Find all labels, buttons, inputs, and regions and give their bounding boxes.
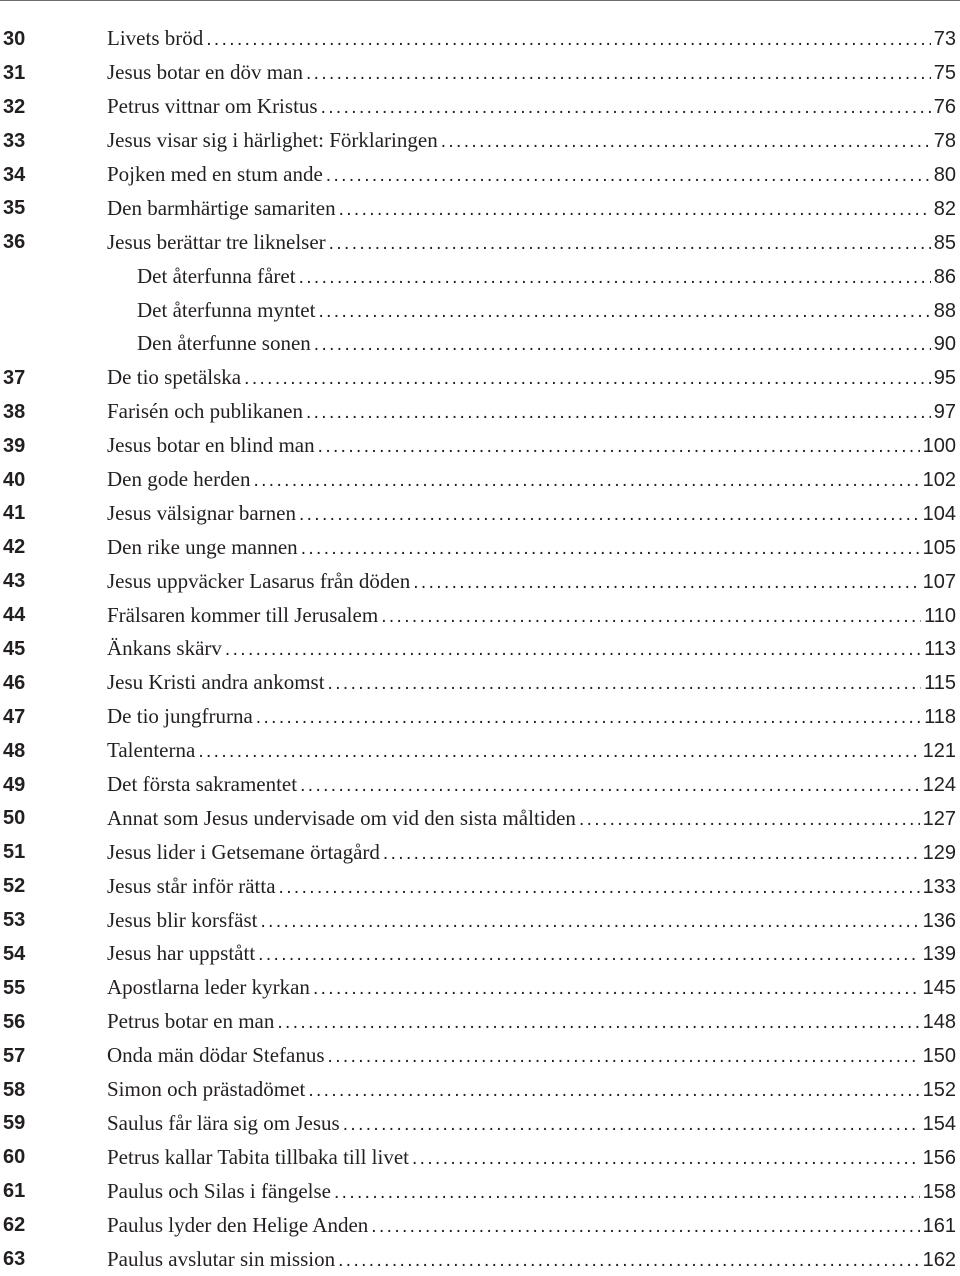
page-number: 148 bbox=[922, 1011, 956, 1034]
dot-leader bbox=[244, 369, 931, 388]
chapter-number: 50 bbox=[3, 807, 26, 830]
toc-entry[interactable] bbox=[0, 1208, 956, 1242]
chapter-number: 58 bbox=[3, 1078, 26, 1101]
page-number: 95 bbox=[933, 367, 956, 390]
subsection-title: Den återfunne sonen bbox=[137, 331, 311, 356]
page-number: 152 bbox=[922, 1079, 956, 1102]
chapter-number: 35 bbox=[3, 197, 26, 220]
toc-entry[interactable] bbox=[0, 734, 956, 768]
toc-entry[interactable] bbox=[0, 700, 956, 734]
subsection-title: Det återfunna myntet bbox=[137, 297, 316, 322]
toc-entry[interactable] bbox=[0, 395, 956, 429]
chapter-title: Jesu Kristi andra ankomst bbox=[107, 670, 325, 695]
chapter-number: 39 bbox=[3, 434, 26, 457]
page-number: 113 bbox=[924, 638, 956, 661]
toc-entry[interactable] bbox=[0, 463, 956, 497]
page-number: 107 bbox=[922, 570, 956, 593]
chapter-title: Den gode herden bbox=[107, 467, 251, 492]
dot-leader bbox=[198, 742, 919, 761]
toc-subentry[interactable] bbox=[0, 259, 956, 293]
chapter-number: 31 bbox=[3, 61, 26, 84]
toc-entry[interactable] bbox=[0, 903, 956, 937]
page-number: 150 bbox=[922, 1045, 956, 1068]
chapter-number: 56 bbox=[3, 1010, 26, 1033]
page-number: 105 bbox=[922, 536, 956, 559]
chapter-title: Jesus har uppstått bbox=[107, 941, 256, 966]
dot-leader bbox=[277, 1013, 919, 1032]
dot-leader bbox=[328, 1047, 920, 1066]
chapter-title: Saulus får lära sig om Jesus bbox=[107, 1110, 340, 1135]
dot-leader bbox=[253, 471, 919, 490]
toc-entry[interactable] bbox=[0, 530, 956, 564]
toc-subentry[interactable] bbox=[0, 293, 956, 327]
dot-leader bbox=[258, 945, 919, 964]
dot-leader bbox=[328, 674, 922, 693]
chapter-title: Paulus avslutar sin mission bbox=[107, 1246, 336, 1271]
chapter-title: Frälsaren kommer till Jerusalem bbox=[107, 602, 379, 627]
dot-leader bbox=[321, 98, 931, 117]
page-number: 110 bbox=[924, 604, 956, 627]
dot-leader bbox=[314, 335, 931, 354]
chapter-title: Pojken med en stum ande bbox=[107, 162, 323, 186]
dot-leader bbox=[300, 776, 920, 795]
toc-entry[interactable] bbox=[0, 1107, 956, 1141]
toc-entry[interactable] bbox=[0, 564, 956, 598]
toc-entry[interactable] bbox=[0, 191, 956, 225]
toc-entry[interactable] bbox=[0, 1039, 956, 1073]
chapter-number: 41 bbox=[3, 502, 26, 525]
dot-leader bbox=[413, 573, 919, 592]
chapter-number: 33 bbox=[3, 129, 26, 152]
page-number: 76 bbox=[933, 96, 956, 119]
page-number: 158 bbox=[922, 1180, 956, 1203]
dot-leader bbox=[301, 539, 920, 558]
toc-subentry[interactable] bbox=[0, 327, 956, 361]
chapter-title: Jesus välsignar barnen bbox=[107, 500, 296, 525]
page-number: 118 bbox=[924, 706, 956, 729]
chapter-number: 52 bbox=[3, 875, 26, 898]
dot-leader bbox=[308, 1081, 919, 1100]
toc-entry[interactable] bbox=[0, 56, 956, 90]
chapter-title: Jesus botar en döv man bbox=[107, 60, 303, 85]
dot-leader bbox=[225, 640, 921, 659]
chapter-number: 40 bbox=[3, 468, 26, 491]
dot-leader bbox=[279, 878, 920, 897]
chapter-number: 30 bbox=[3, 27, 26, 50]
dot-leader bbox=[326, 166, 931, 185]
toc-entry[interactable] bbox=[0, 632, 956, 666]
chapter-title: Jesus lider i Getsemane örtagård bbox=[107, 839, 380, 864]
chapter-title: Jesus blir korsfäst bbox=[107, 907, 258, 932]
chapter-number: 34 bbox=[3, 163, 26, 186]
chapter-title: Paulus och Silas i fängelse bbox=[107, 1178, 331, 1203]
table-of-contents bbox=[0, 22, 956, 1276]
dot-leader bbox=[343, 1115, 920, 1134]
dot-leader bbox=[299, 268, 931, 287]
chapter-number: 38 bbox=[3, 400, 26, 423]
chapter-number: 51 bbox=[3, 841, 26, 864]
chapter-number: 36 bbox=[3, 231, 26, 254]
page-number: 82 bbox=[933, 197, 956, 220]
chapter-number: 63 bbox=[3, 1248, 26, 1270]
chapter-title: De tio jungfrurna bbox=[107, 704, 253, 729]
toc-entry[interactable] bbox=[0, 1174, 956, 1208]
chapter-title: Annat som Jesus undervisade om vid den sista måltiden bbox=[107, 805, 576, 830]
page-number: 136 bbox=[922, 909, 956, 932]
chapter-number: 53 bbox=[3, 909, 26, 932]
chapter-number: 42 bbox=[3, 536, 26, 559]
page-number: 80 bbox=[933, 164, 956, 186]
subsection-title: Det återfunna fåret bbox=[137, 263, 296, 288]
page-number: 86 bbox=[933, 265, 956, 288]
dot-leader bbox=[441, 132, 931, 151]
page-number: 162 bbox=[922, 1248, 956, 1271]
chapter-number: 44 bbox=[3, 604, 26, 627]
toc-entry[interactable] bbox=[0, 90, 956, 124]
page-number: 154 bbox=[922, 1112, 956, 1135]
dot-leader bbox=[306, 64, 931, 83]
dot-leader bbox=[381, 607, 921, 626]
chapter-number: 49 bbox=[3, 773, 26, 796]
toc-entry[interactable] bbox=[0, 1140, 956, 1174]
chapter-number: 59 bbox=[3, 1112, 26, 1135]
toc-entry[interactable] bbox=[0, 429, 956, 463]
page-number: 133 bbox=[922, 875, 956, 898]
chapter-title: Jesus står inför rätta bbox=[107, 873, 276, 898]
chapter-number: 37 bbox=[3, 366, 26, 389]
dot-leader bbox=[318, 437, 920, 456]
page-number: 115 bbox=[924, 672, 956, 695]
toc-entry[interactable] bbox=[0, 158, 956, 192]
chapter-number: 60 bbox=[3, 1146, 26, 1169]
chapter-title: Jesus uppväcker Lasarus från döden bbox=[107, 568, 411, 593]
dot-leader bbox=[371, 1217, 919, 1236]
dot-leader bbox=[412, 1149, 920, 1168]
chapter-title: Petrus botar en man bbox=[107, 1009, 275, 1034]
page-number: 73 bbox=[933, 28, 956, 51]
dot-leader bbox=[329, 234, 931, 253]
toc-entry[interactable] bbox=[0, 124, 956, 158]
page-number: 161 bbox=[922, 1214, 956, 1237]
toc-entry[interactable] bbox=[0, 1242, 956, 1276]
chapter-title: Talenterna bbox=[107, 738, 196, 763]
dot-leader bbox=[206, 30, 931, 49]
chapter-title: Änkans skärv bbox=[107, 636, 222, 661]
toc-entry[interactable] bbox=[0, 22, 956, 56]
page-number: 104 bbox=[922, 502, 956, 525]
dot-leader bbox=[383, 844, 920, 863]
chapter-number: 57 bbox=[3, 1044, 26, 1067]
top-rule bbox=[0, 0, 960, 1]
page-number: 88 bbox=[933, 299, 956, 322]
chapter-number: 43 bbox=[3, 570, 26, 593]
chapter-title: Farisén och publikanen bbox=[107, 399, 303, 424]
page-number: 78 bbox=[933, 130, 956, 153]
dot-leader bbox=[313, 979, 920, 998]
page-number: 102 bbox=[922, 469, 956, 492]
chapter-title: Det första sakramentet bbox=[107, 772, 298, 797]
toc-entry[interactable] bbox=[0, 971, 956, 1005]
dot-leader bbox=[338, 1251, 920, 1270]
dot-leader bbox=[334, 1183, 920, 1202]
chapter-title: Jesus visar sig i härlighet: Förklaringen bbox=[107, 128, 438, 153]
toc-entry[interactable] bbox=[0, 801, 956, 835]
dot-leader bbox=[339, 200, 931, 219]
toc-entry[interactable] bbox=[0, 496, 956, 530]
chapter-title: Petrus kallar Tabita tillbaka till livet bbox=[107, 1144, 409, 1169]
page-number: 139 bbox=[922, 943, 956, 966]
toc-entry[interactable] bbox=[0, 361, 956, 395]
chapter-title: Simon och prästadömet bbox=[107, 1077, 306, 1102]
toc-entry[interactable] bbox=[0, 225, 956, 259]
chapter-title: Den rike unge mannen bbox=[107, 534, 298, 559]
toc-entry[interactable] bbox=[0, 937, 956, 971]
chapter-number: 62 bbox=[3, 1214, 26, 1237]
chapter-number: 61 bbox=[3, 1180, 26, 1203]
chapter-title: Petrus vittnar om Kristus bbox=[107, 94, 318, 119]
page-number: 97 bbox=[933, 401, 956, 424]
dot-leader bbox=[318, 302, 930, 321]
page-number: 156 bbox=[922, 1146, 956, 1169]
chapter-number: 47 bbox=[3, 705, 26, 728]
toc-entry[interactable] bbox=[0, 835, 956, 869]
chapter-number: 32 bbox=[3, 95, 26, 118]
dot-leader bbox=[261, 912, 920, 931]
toc-entry[interactable] bbox=[0, 768, 956, 802]
chapter-title: Livets bröd bbox=[107, 26, 204, 51]
page-number: 121 bbox=[922, 740, 956, 763]
page-number: 90 bbox=[933, 333, 956, 356]
chapter-number: 48 bbox=[3, 739, 26, 762]
chapter-title: De tio spetälska bbox=[107, 365, 242, 390]
chapter-title: Den barmhärtige samariten bbox=[107, 195, 336, 220]
chapter-number: 54 bbox=[3, 942, 26, 965]
chapter-title: Onda män dödar Stefanus bbox=[107, 1043, 325, 1068]
chapter-title: Apostlarna leder kyrkan bbox=[107, 975, 310, 1000]
toc-entry[interactable] bbox=[0, 1073, 956, 1107]
dot-leader bbox=[579, 810, 920, 829]
toc-entry[interactable] bbox=[0, 598, 956, 632]
page-number: 127 bbox=[922, 807, 956, 830]
dot-leader bbox=[306, 403, 931, 422]
page-number: 75 bbox=[933, 62, 956, 85]
chapter-number: 55 bbox=[3, 976, 26, 999]
page-number: 129 bbox=[922, 841, 956, 864]
toc-entry[interactable] bbox=[0, 1005, 956, 1039]
page-number: 85 bbox=[933, 231, 956, 254]
chapter-number: 46 bbox=[3, 671, 26, 694]
chapter-title: Jesus berättar tre liknelser bbox=[107, 229, 326, 254]
toc-entry[interactable] bbox=[0, 666, 956, 700]
page-number: 124 bbox=[922, 774, 956, 797]
dot-leader bbox=[256, 708, 921, 727]
chapter-title: Jesus botar en blind man bbox=[107, 433, 315, 458]
page-number: 100 bbox=[922, 435, 956, 458]
dot-leader bbox=[299, 505, 920, 524]
page-number: 145 bbox=[922, 977, 956, 1000]
chapter-number: 45 bbox=[3, 637, 26, 660]
chapter-title: Paulus lyder den Helige Anden bbox=[107, 1212, 369, 1237]
toc-entry[interactable] bbox=[0, 869, 956, 903]
